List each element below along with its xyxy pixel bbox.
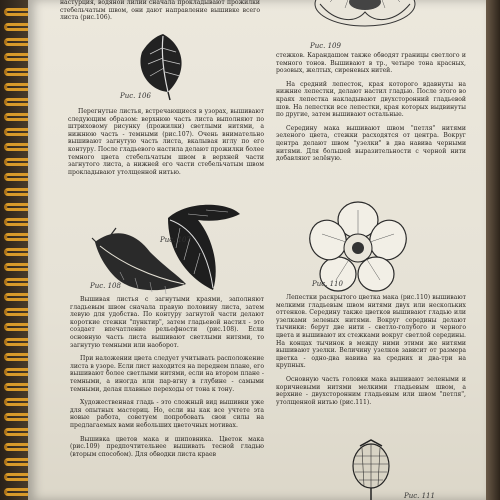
page-edge-shadow (486, 0, 500, 500)
left-paragraph-3: При наложении цвета следует учитывать расположение листа в узоре. Если лист находится на переднем плане, его вышивают более светлыми нитями, если на втором плане - темными, а иногда или пар-вгну в глубине - самыми темными, делая плавные переходы от тона к тону. (70, 355, 264, 393)
right-paragraph-3: Середину мака вышивают швом "петля" нитями зеленого цвета, стежки расходятся от центра. Вокруг центра делают швом "узелки" в два навива черными нитями. Для большей выразительности с черной нити добавляют зелёную. (276, 124, 466, 163)
right-paragraph-5: Основную часть головки мака вышивают зелеными и коричневыми нитями мелкими гладьевым швом, а верхние - двухсторонним гладьевым или швом "петля", утолщенной нитью (рис.111). (276, 375, 466, 406)
right-text-block-1 (276, 52, 466, 169)
left-text-block-1 (68, 108, 264, 182)
caption-fig-108: Рис. 108 (90, 282, 121, 290)
flower-illustration-110 (308, 200, 408, 292)
right-paragraph-4: Лепестки раскрытого цветка мака (рис.110) вышивают мелкими гладьевым швом нитями двух или нескольких оттенков. Середину также цветков вышивают гладью или узелками зеленых нитями. Вокруг середины делают тычинки: берут две нити - светло-голубого и черного цвета и вышивают их стежками вокруг светлой середины. На концах тычинок в между ними этими же нитями вышивают узелки. Величину узелков зависит от размера цветка - одно-два навива на средних и два-три на крупных. (276, 294, 466, 370)
right-paragraph-1: стежков. Карандашом также обводят границы светлого и темного тонов. Вышивают в тр., четыре тона красных, розовых, желтых, сиреневых нитей. (276, 52, 466, 75)
left-top-paragraph: настурция, водяной лилии сначала прокладывают прожилки стебельчатым швом, они дают направление вышивке всего листа (рис.106). (60, 0, 260, 22)
book-page (28, 0, 486, 500)
caption-fig-107: Рис. 107 (160, 236, 191, 244)
caption-fig-109: Рис. 109 (310, 42, 341, 50)
caption-fig-110: Рис. 110 (312, 280, 343, 288)
flower-illustration-109 (310, 0, 420, 42)
caption-fig-106: Рис. 106 (120, 92, 151, 100)
poppy-head-illustration-111 (346, 438, 396, 500)
left-top-text (60, 0, 260, 28)
right-text-block-2 (276, 294, 466, 412)
leaf-illustration-108 (90, 222, 190, 302)
left-paragraph-2: Вышивая листья с загнутыми краями, заполняют гладьевым швом сначала правую половину листа, затем левую для удобства. По контуру загнутой части делают короткие стежки "пунктир", затем гладьевой настил - это создает впечатление рельефности (рис.108). Если основную часть листа вышивают светлыми нитями, то загнутую темными или наоборот. (70, 296, 264, 349)
caption-fig-111: Рис. 111 (404, 492, 435, 500)
left-text-block-2 (70, 296, 264, 464)
left-paragraph-1: Перегнутые листья, встречающиеся в узорах, вышивают следующим образом: верхнюю часть листа выполняют по штриховому рисунку (прожилки) светлыми нитями, а нижнюю часть - темными (рис.107). Очень внимательно вышивают загнутую часть листа, вкалывая иглу по его контуру. После гладьевого настила делают прожилки более темного цвета стебельчатым швом в верхней части загнутого листа, а нижней его части стебельчатым швом прокладывают утолщенной нитью. (68, 108, 264, 176)
left-paragraph-5: Вышивка цветов мака и шиповника. Цветок мака (рис.109) предпочтительнее вышивать тесной гладью (вторым способом). Для обводки листа краев (70, 435, 264, 458)
left-paragraph-4: Художественная гладь - это сложный вид вышивки уже для опытных мастериц. Но, если вы как все учтете эта новые работа, советуем попробовать свои силы на предлагаемых вами небольших цветочных мотивах. (70, 399, 264, 429)
right-paragraph-2: На средний лепесток, края которого вдавнуты на нижние лепестки, делают настил гладью. После этого во краях лепестка накладывают двухсторонний гладьевой шов. На лепестки все лепестки, края которых выдвинуты по другие, затем вышивают остальные. (276, 80, 466, 119)
leaf-illustration-106 (128, 30, 198, 100)
